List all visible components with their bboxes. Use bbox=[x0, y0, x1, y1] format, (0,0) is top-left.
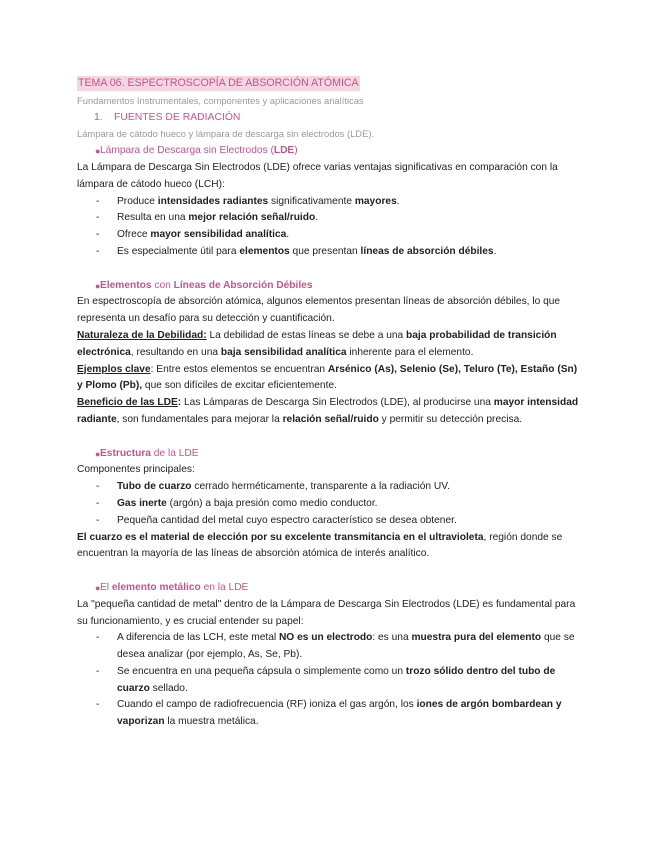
bullet-icon: ● bbox=[95, 146, 101, 157]
naturaleza-paragraph: Naturaleza de la Debilidad: La debilidad de estas líneas se debe a una baja probabilidad de transición electrónica, resultando en una baja sensibilidad analítica inherente para el elemento. bbox=[77, 329, 557, 358]
bullet-icon: ● bbox=[95, 280, 101, 291]
bullet-icon: ● bbox=[95, 448, 101, 459]
document-content bbox=[77, 76, 582, 731]
subsection-heading-estructura: ● Estructura de la LDE bbox=[77, 446, 582, 463]
list-item: - Gas inerte (argón) a baja presión como medio conductor. bbox=[96, 497, 378, 509]
estructura-intro: Componentes principales: bbox=[77, 464, 195, 476]
list-item: - Se encuentra en una pequeña cápsula o simplemente como un trozo sólido dentro del tubo de cuarzo sellado. bbox=[96, 665, 556, 694]
list-item: - Es especialmente útil para elementos que presentan líneas de absorción débiles. bbox=[96, 245, 497, 257]
document-title: TEMA 06. ESPECTROSCOPÍA DE ABSORCIÓN ATÓMICA bbox=[78, 77, 359, 89]
bullet-icon: ● bbox=[95, 582, 101, 593]
subsection-heading-metalico: ● El elemento metálico en la LDE bbox=[77, 580, 582, 597]
estructura-closing: El cuarzo es el material de elección por su excelente transmitancia en el ultravioleta, región donde se encuentran la mayoría de las líneas de absorción atómica de interés analítico. bbox=[77, 531, 563, 560]
lde-intro: La Lámpara de Descarga Sin Electrodos (LDE) ofrece varias ventajas significativas en comparación con la lámpara de cátodo hueco (LCH): bbox=[77, 161, 558, 190]
document-subtitle: Fundamentos Instrumentales, componentes y aplicaciones analíticas bbox=[77, 94, 364, 106]
list-item: - Produce intensidades radiantes significativamente mayores. bbox=[96, 195, 400, 207]
metalico-intro: La "pequeña cantidad de metal" dentro de la Lámpara de Descarga Sin Electrodos (LDE) es fundamental para su funcionamiento, y es crucial entender su papel: bbox=[77, 598, 576, 627]
ejemplos-paragraph: Ejemplos clave: Entre estos elementos se encuentran Arsénico (As), Selenio (Se), Teluro (Te), Estaño (Sn) y Plomo (Pb), que son difíciles de excitar eficientemente. bbox=[77, 363, 578, 392]
list-item: - A diferencia de las LCH, este metal NO es un electrodo: es una muestra pura del elemento que se desea analizar (por ejemplo, As, Se, Pb). bbox=[96, 632, 575, 661]
beneficio-paragraph: Beneficio de las LDE: Las Lámparas de Descarga Sin Electrodos (LDE), al producirse una mayor intensidad radiante, son fundamentales para mejorar la relación señal/ruido y permitir su detección precisa. bbox=[77, 397, 579, 425]
subsection-heading-elementos: ● Elementos con Líneas de Absorción Débiles bbox=[77, 278, 582, 295]
elementos-intro: En espectroscopía de absorción atómica, algunos elementos presentan líneas de absorción débiles, lo que representa un desafío para su detección y cuantificación. bbox=[77, 296, 561, 325]
list-item: - Resulta en una mejor relación señal/ruido. bbox=[96, 212, 319, 224]
subsection-heading-lde: ● Lámpara de Descarga sin Electrodos (LDE) bbox=[77, 143, 582, 160]
list-item: - Ofrece mayor sensibilidad analítica. bbox=[96, 229, 290, 241]
section-subheading: Lámpara de cátodo hueco y lámpara de descarga sin electrodos (LDE). bbox=[77, 128, 375, 140]
list-item: - Pequeña cantidad del metal cuyo espectro característico se desea obtener. bbox=[96, 514, 457, 526]
list-item: - Tubo de cuarzo cerrado herméticamente, transparente a la radiación UV. bbox=[96, 481, 450, 493]
section-heading-fuentes: 1. FUENTES DE RADIACIÓN bbox=[94, 111, 241, 123]
list-item: - Cuando el campo de radiofrecuencia (RF) ioniza el gas argón, los iones de argón bombardean y vaporizan la muestra metálica. bbox=[96, 699, 562, 728]
